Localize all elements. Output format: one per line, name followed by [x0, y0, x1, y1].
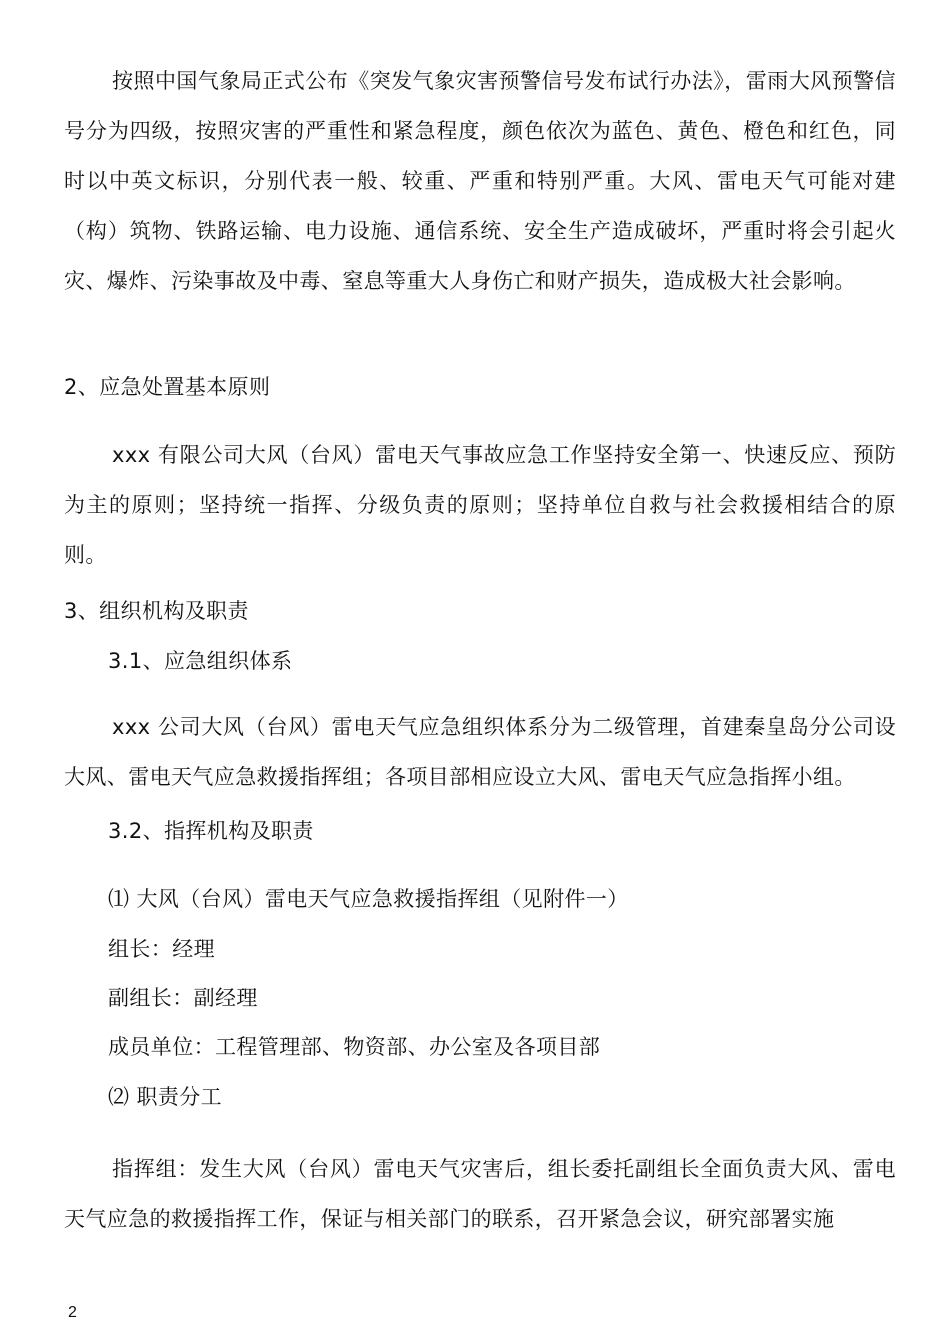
page-number: 2: [68, 1304, 77, 1321]
paragraph-command-group-duties: 指挥组：发生大风（台风）雷电天气灾害后，组长委托副组长全面负责大风、雷电天气应急的救援指挥工作，保证与相关部门的联系，召开紧急会议，研究部署实施: [64, 1157, 896, 1231]
member-units-line: 成员单位：工程管理部、物资部、办公室及各项目部: [108, 1035, 601, 1059]
list-item-duties: ⑵ 职责分工: [108, 1085, 223, 1109]
subsection-heading-3-1: 3.1、应急组织体系: [108, 649, 293, 673]
group-leader-line: 组长：经理: [108, 937, 215, 961]
list-item-command-group: ⑴ 大风（台风）雷电天气应急救援指挥组（见附件一）: [108, 887, 629, 911]
section-heading-2: 2、应急处置基本原则: [64, 375, 271, 399]
paragraph-warning-signals: 按照中国气象局正式公布《突发气象灾害预警信号发布试行办法》，雷雨大风预警信号分为四级，按照灾害的严重性和紧急程度，颜色依次为蓝色、黄色、橙色和红色，同时以中英文标识，分别代表一般、较重、严重和特别严重。大风、雷电天气可能对建（构）筑物、铁路运输、电力设施、通信系统、安全生产造成破坏，严重时将会引起火灾、爆炸、污染事故及中毒、窒息等重大人身伤亡和财产损失，造成极大社会影响。: [64, 69, 896, 293]
section-heading-3: 3、组织机构及职责: [64, 599, 249, 623]
deputy-leader-line: 副组长：副经理: [108, 986, 258, 1010]
subsection-heading-3-2: 3.2、指挥机构及职责: [108, 819, 314, 843]
paragraph-organization-system: xxx 公司大风（台风）雷电天气应急组织体系分为二级管理，首建秦皇岛分公司设大风、雷电天气应急救援指挥组；各项目部相应设立大风、雷电天气应急指挥小组。: [64, 715, 896, 789]
paragraph-principles: xxx 有限公司大风（台风）雷电天气事故应急工作坚持安全第一、快速反应、预防为主的原则；坚持统一指挥、分级负责的原则；坚持单位自救与社会救援相结合的原则。: [64, 443, 896, 567]
